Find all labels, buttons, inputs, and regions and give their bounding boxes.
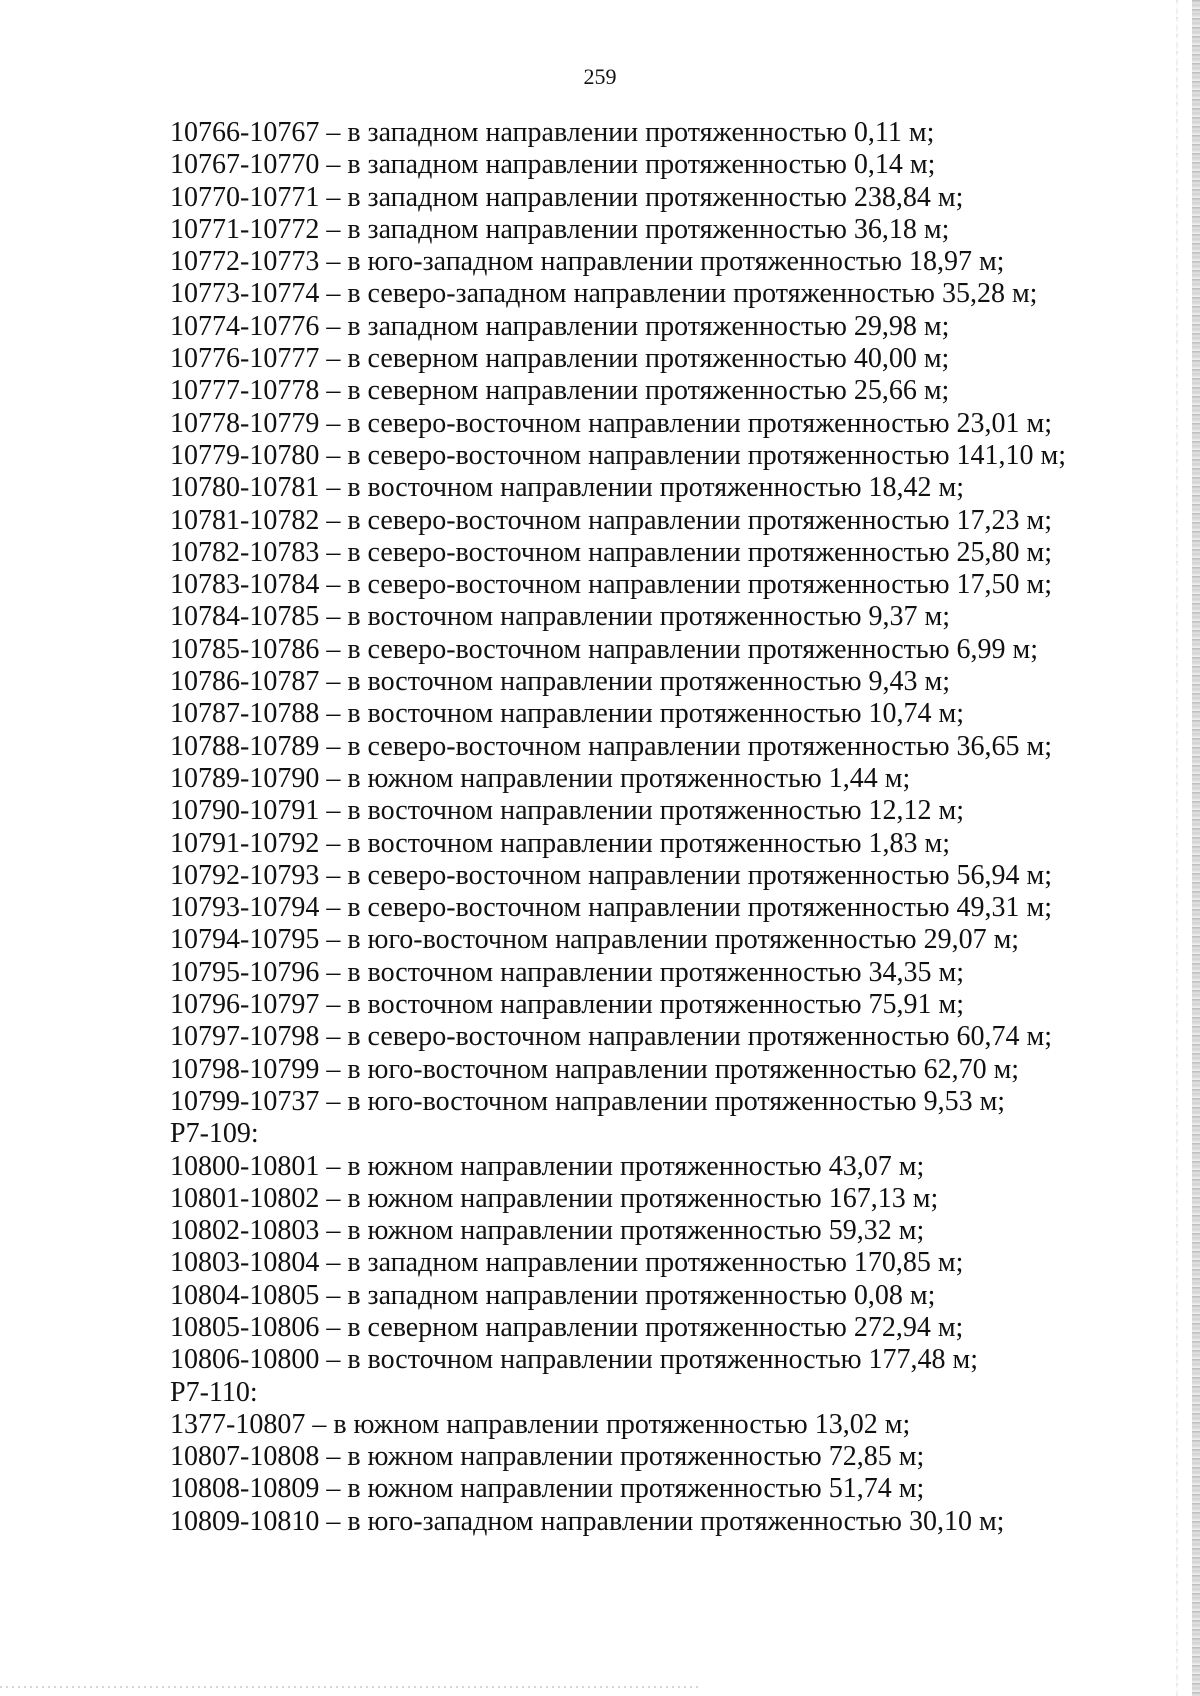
segment-line: 10774-10776 – в западном направлении протяженностью 29,98 м; <box>170 310 950 342</box>
segment-line: 10795-10796 – в восточном направлении протяженностью 34,35 м; <box>170 956 965 988</box>
segment-line: 10791-10792 – в восточном направлении протяженностью 1,83 м; <box>170 827 951 859</box>
segment-line: 10784-10785 – в восточном направлении протяженностью 9,37 м; <box>170 601 951 633</box>
segment-line: 10770-10771 – в западном направлении протяженностью 238,84 м; <box>170 181 964 213</box>
segment-line: 10792-10793 – в северо-восточном направлении протяженностью 56,94 м; <box>170 859 1053 891</box>
segment-line: 10805-10806 – в северном направлении протяженностью 272,94 м; <box>170 1311 964 1343</box>
segment-line: 10789-10790 – в южном направлении протяженностью 1,44 м; <box>170 762 911 794</box>
segment-line: 10808-10809 – в южном направлении протяженностью 51,74 м; <box>170 1473 925 1505</box>
segment-line: 1377-10807 – в южном направлении протяженностью 13,02 м; <box>170 1408 911 1440</box>
segment-line: 10767-10770 – в западном направлении протяженностью 0,14 м; <box>170 149 936 181</box>
segment-line: 10773-10774 – в северо-западном направлении протяженностью 35,28 м; <box>170 278 1038 310</box>
segment-line: 10804-10805 – в западном направлении протяженностью 0,08 м; <box>170 1279 936 1311</box>
segment-line: 10779-10780 – в северо-восточном направлении протяженностью 141,10 м; <box>170 439 1067 471</box>
segment-line: 10766-10767 – в западном направлении протяженностью 0,11 м; <box>170 117 935 148</box>
segment-line: 10777-10778 – в северном направлении протяженностью 25,66 м; <box>170 375 950 407</box>
segment-line: 10778-10779 – в северо-восточном направлении протяженностью 23,01 м; <box>170 407 1053 439</box>
segment-line: 10788-10789 – в северо-восточном направлении протяженностью 36,65 м; <box>170 730 1053 762</box>
segment-line: 10776-10777 – в северном направлении протяженностью 40,00 м; <box>170 343 950 375</box>
segment-line: 10797-10798 – в северо-восточном направлении протяженностью 60,74 м; <box>170 1021 1053 1053</box>
segment-line: 10802-10803 – в южном направлении протяженностью 59,32 м; <box>170 1215 925 1247</box>
segment-line: 10787-10788 – в восточном направлении протяженностью 10,74 м; <box>170 698 965 730</box>
page-number: 259 <box>583 64 617 89</box>
scan-bottom-artifact <box>0 1686 700 1688</box>
segment-line: 10781-10782 – в северо-восточном направлении протяженностью 17,23 м; <box>170 504 1053 536</box>
segment-line: 10809-10810 – в юго-западном направлении протяженностью 30,10 м; <box>170 1505 1005 1537</box>
segment-line: 10772-10773 – в юго-западном направлении протяженностью 18,97 м; <box>170 246 1005 278</box>
segment-line: 10798-10799 – в юго-восточном направлении протяженностью 62,70 м; <box>170 1053 1020 1085</box>
segment-line: 10783-10784 – в северо-восточном направлении протяженностью 17,50 м; <box>170 569 1053 601</box>
segment-list <box>170 117 1130 1538</box>
segment-line: 10782-10783 – в северо-восточном направлении протяженностью 25,80 м; <box>170 536 1053 568</box>
segment-line: 10796-10797 – в восточном направлении протяженностью 75,91 м; <box>170 989 965 1021</box>
segment-line: 10807-10808 – в южном направлении протяженностью 72,85 м; <box>170 1441 925 1473</box>
segment-line: 10793-10794 – в северо-восточном направлении протяженностью 49,31 м; <box>170 892 1053 924</box>
section-heading: Р7-109: <box>170 1118 259 1150</box>
segment-line: 10801-10802 – в южном направлении протяженностью 167,13 м; <box>170 1182 939 1214</box>
section-heading: Р7-110: <box>170 1376 258 1408</box>
segment-line: 10799-10737 – в юго-восточном направлении протяженностью 9,53 м; <box>170 1085 1006 1117</box>
scan-edge-artifact <box>1192 0 1200 1696</box>
segment-line: 10790-10791 – в восточном направлении протяженностью 12,12 м; <box>170 795 965 827</box>
segment-line: 10785-10786 – в северо-восточном направлении протяженностью 6,99 м; <box>170 633 1039 665</box>
segment-line: 10786-10787 – в восточном направлении протяженностью 9,43 м; <box>170 666 951 698</box>
segment-line: 10803-10804 – в западном направлении протяженностью 170,85 м; <box>170 1247 964 1279</box>
segment-line: 10794-10795 – в юго-восточном направлении протяженностью 29,07 м; <box>170 924 1020 956</box>
segment-line: 10800-10801 – в южном направлении протяженностью 43,07 м; <box>170 1150 925 1182</box>
scan-edge-artifact-inner <box>1176 0 1178 1696</box>
segment-line: 10806-10800 – в восточном направлении протяженностью 177,48 м; <box>170 1344 979 1376</box>
segment-line: 10780-10781 – в восточном направлении протяженностью 18,42 м; <box>170 472 965 504</box>
segment-line: 10771-10772 – в западном направлении протяженностью 36,18 м; <box>170 213 950 245</box>
